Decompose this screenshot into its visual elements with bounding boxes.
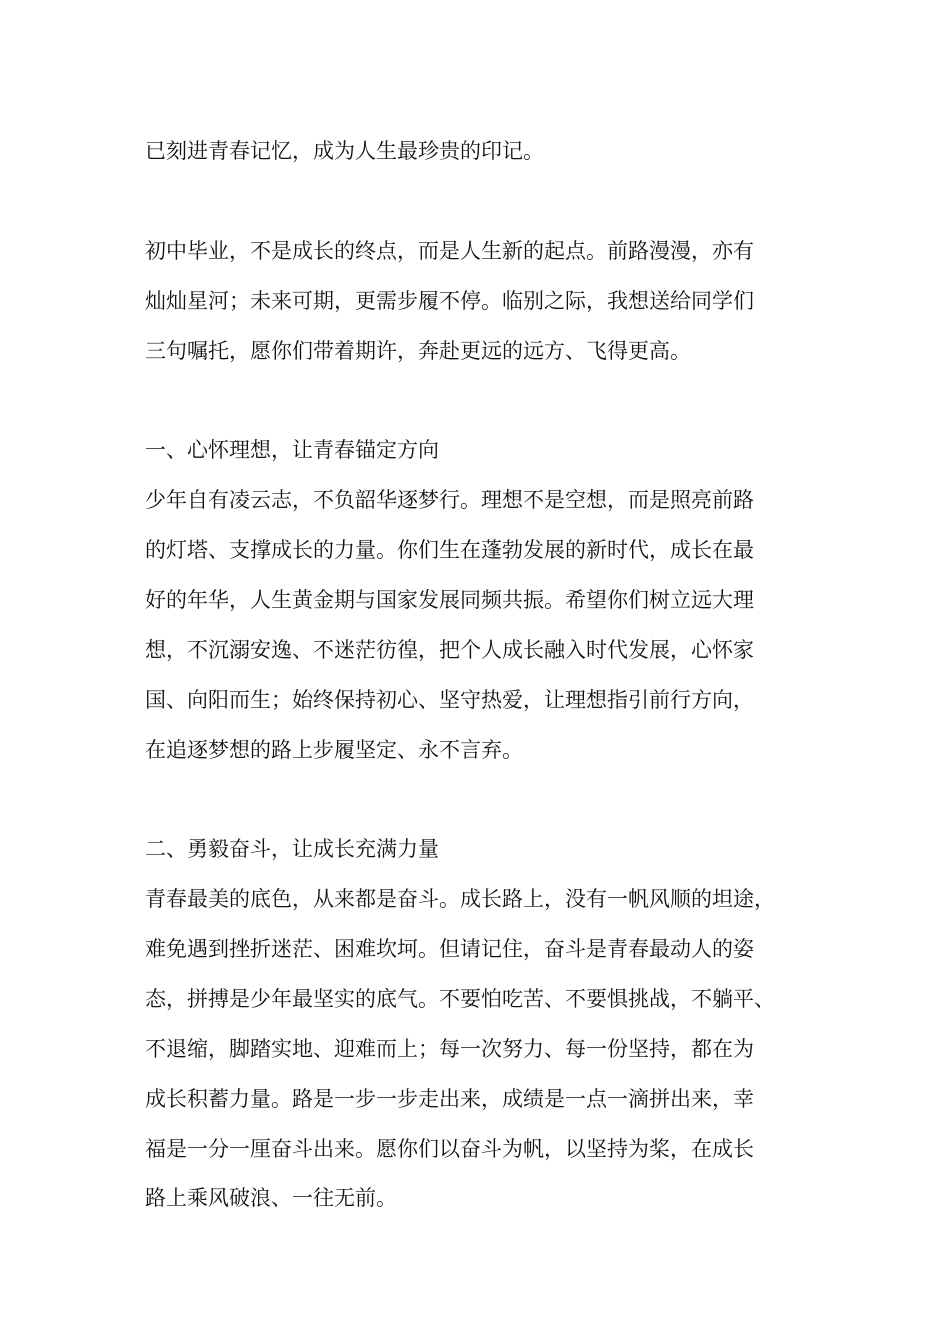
section-two-line: 成长积蓄力量。路是一步一步走出来，成绩是一点一滴拼出来，幸 [145, 1087, 754, 1111]
section-one-line: 少年自有凌云志，不负韶华逐梦行。理想不是空想，而是照亮前路 [145, 488, 754, 512]
section-two-heading: 二、勇毅奋斗，让成长充满力量 [145, 837, 439, 861]
section-two-line: 态，拼搏是少年最坚实的底气。不要怕吃苦、不要惧挑战，不躺平、 [145, 987, 775, 1011]
section-one-line: 想，不沉溺安逸、不迷茫彷徨，把个人成长融入时代发展，心怀家 [145, 638, 754, 662]
intro-line: 三句嘱托，愿你们带着期许，奔赴更远的远方、飞得更高。 [145, 339, 691, 363]
section-one-line: 在追逐梦想的路上步履坚定、永不言弃。 [145, 738, 523, 762]
intro-line: 灿灿星河；未来可期，更需步履不停。临别之际，我想送给同学们 [145, 289, 754, 313]
section-two-line: 青春最美的底色，从来都是奋斗。成长路上，没有一帆风顺的坦途， [145, 887, 775, 911]
closing-line: 已刻进青春记忆，成为人生最珍贵的印记。 [145, 139, 544, 163]
section-one-line: 的灯塔、支撑成长的力量。你们生在蓬勃发展的新时代，成长在最 [145, 538, 754, 562]
section-two-line: 福是一分一厘奋斗出来。愿你们以奋斗为帆，以坚持为桨，在成长 [145, 1137, 754, 1161]
section-one-heading: 一、心怀理想，让青春锚定方向 [145, 438, 439, 462]
intro-line: 初中毕业，不是成长的终点，而是人生新的起点。前路漫漫，亦有 [145, 239, 754, 263]
section-two-line: 路上乘风破浪、一往无前。 [145, 1186, 397, 1210]
section-one-line: 好的年华，人生黄金期与国家发展同频共振。希望你们树立远大理 [145, 588, 754, 612]
section-one-line: 国、向阳而生；始终保持初心、坚守热爱，让理想指引前行方向， [145, 688, 754, 712]
section-two-line: 难免遇到挫折迷茫、困难坎坷。但请记住，奋斗是青春最动人的姿 [145, 937, 754, 961]
section-two-line: 不退缩，脚踏实地、迎难而上；每一次努力、每一份坚持，都在为 [145, 1037, 754, 1061]
